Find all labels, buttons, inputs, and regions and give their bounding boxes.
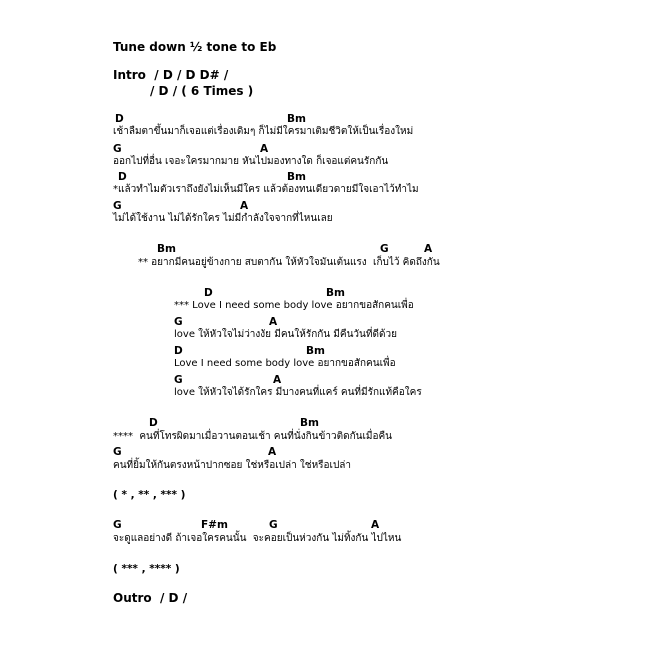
lyric-line: คนที่ยิ้มให้กันตรงหน้าปากซอย ใช่หรือเปล่า ใช่หรือเปล่า: [113, 460, 352, 471]
chord: A: [269, 316, 278, 328]
chord: Bm: [326, 287, 345, 299]
intro-line-1: Intro / D / D D# /: [113, 68, 229, 82]
intro-line-2: / D / ( 6 Times ): [150, 84, 254, 98]
chord: D: [118, 171, 127, 183]
lyric-line: love ให้หัวใจไม่ว่างงัย มีคนให้รักกัน มีคืนวันที่ดีด้วย: [174, 329, 397, 340]
chord: Bm: [300, 417, 319, 429]
chord: A: [240, 200, 249, 212]
chord: G: [113, 446, 122, 458]
chord: G: [174, 316, 183, 328]
chord: D: [149, 417, 158, 429]
chord: A: [260, 143, 269, 155]
chord: G: [113, 200, 122, 212]
repeat-marker: ( * , ** , *** ): [113, 489, 186, 501]
lyric-line: **** คนที่โทรผิดมาเมื่อวานตอนเช้า คนที่นั่งกินข้าวติดกันเมื่อคืน: [113, 431, 392, 442]
chord: A: [273, 374, 282, 386]
chord: D: [204, 287, 213, 299]
chord: Bm: [157, 243, 176, 255]
lyric-line: *แล้วทำไมตัวเราถึงยังไม่เห็นมีใคร แล้วต้องทนเดียวดายมีใจเอาไว้ทำไม: [113, 184, 419, 195]
chord: A: [424, 243, 433, 255]
lyric-line: ** อยากมีคนอยู่ข้างกาย สบตากัน ให้หัวใจมันเต้นแรง เก็บไว้ คิดถึงกัน: [138, 257, 440, 268]
lyric-line: เช้าลืมตาขึ้นมาก็เจอแต่เรื่องเดิมๆ ก็ไม่มีใครมาเติมชีวิตให้เป็นเรื่องใหม่: [113, 126, 414, 137]
lyric-line: love ให้หัวใจได้รักใคร มีบางคนที่แคร์ คนที่มีรักแท้คือใคร: [174, 387, 422, 398]
chord: G: [113, 143, 122, 155]
lyric-line: จะดูแลอย่างดี ถ้าเจอใครคนนั้น จะคอยเป็นห่วงกัน ไม่ทิ้งกัน ไปไหน: [113, 533, 402, 544]
chord: F#m: [201, 519, 228, 531]
chord: Bm: [306, 345, 325, 357]
chord: A: [268, 446, 277, 458]
chord: G: [174, 374, 183, 386]
repeat-marker: ( *** , **** ): [113, 563, 180, 575]
lyric-line: ออกไปที่อื่น เจอะใครมากมาย หันไปมองทางใด ก็เจอแต่คนรักกัน: [113, 156, 389, 167]
lyric-line: *** Love I need some body love อยากขอสักคนเพื่อ: [174, 300, 414, 311]
chord: G: [380, 243, 389, 255]
chord: Bm: [287, 171, 306, 183]
chord: A: [371, 519, 380, 531]
chord: G: [113, 519, 122, 531]
title: Tune down ½ tone to Eb: [113, 40, 277, 54]
lyric-line: Love I need some body love อยากขอสักคนเพื่อ: [174, 358, 396, 369]
lyric-line: ไม่ได้ใช้งาน ไม่ได้รักใคร ไม่มีกำลังใจจากที่ไหนเลย: [113, 213, 333, 224]
chord: Bm: [287, 113, 306, 125]
outro-line: Outro / D /: [113, 591, 188, 605]
chord: D: [115, 113, 124, 125]
chord: G: [269, 519, 278, 531]
chord: D: [174, 345, 183, 357]
